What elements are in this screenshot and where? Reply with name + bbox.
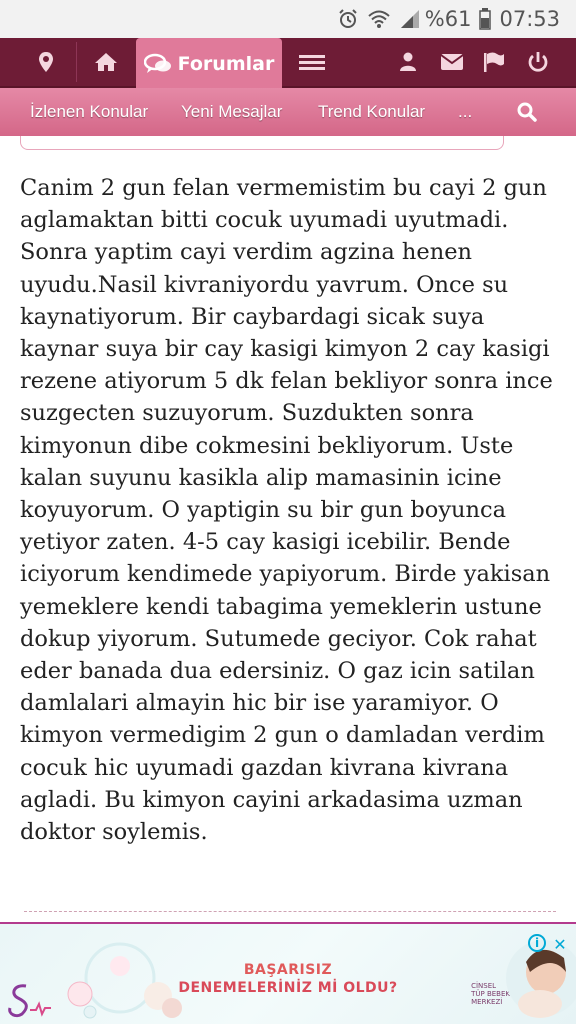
alarm-icon: [337, 8, 359, 30]
ad-close-icon[interactable]: ✕: [553, 934, 567, 954]
power-icon[interactable]: [520, 38, 556, 86]
post-body: Canim 2 gun felan vermemistim bu cayi 2 gun aglamaktan bitti cocuk uyumadi uyutmadi. Sonra yaptim cayi verdim agzina henen uyudu.Nasil kivraniyordu yavrum. Once su kaynatiyorum. Bir caybardagi sicak suya kaynar suya bir cay kasigi kimyon 2 cay kasigi rezene atiyorum 5 dk felan bekliyor sonra ince suzgecten suzuyorum. Suzdukten sonra kimyonun dibe cokmesini bekliyorum. Uste kalan suyunu kasikla alip mamasinin icine koyuyorum. O yaptigin su bir gun boyunca yetiyor zaten. 4-5 cay kasigi icebilir. Bende iciyorum kendimede yapiyorum. Birde yakisan yemeklere kendi tabagima yemeklerin ustune dokup yiyorum. Sutumede geciyor. Cok rahat eder banada dua edersiniz. O gaz icin satilan damlalari almayin hic bir ise yaramiyor. O kimyon vermedigim 2 gun o damladan verdim cocuk hic uyumadi gazdan kivrana kivrana agladi. Bu kimyon cayini arkadasima uzman doktor soylemis.: [20, 175, 553, 846]
signal-icon: [399, 9, 421, 29]
sub-nav: [0, 88, 576, 136]
top-nav: [0, 38, 576, 88]
mail-icon[interactable]: [434, 38, 470, 86]
wifi-icon: [367, 9, 391, 29]
flag-icon[interactable]: [476, 38, 512, 86]
subnav-yeni-mesajlar[interactable]: Yeni Mesajlar: [181, 102, 283, 121]
home-icon[interactable]: [88, 38, 124, 86]
ad-graphic-bubbles: [60, 932, 210, 1024]
ad-banner[interactable]: [0, 922, 576, 1024]
subnav-izlenen-konular[interactable]: İzlenen Konular: [30, 102, 149, 121]
battery-percent: %61: [424, 7, 472, 31]
tab-forumlar[interactable]: [136, 38, 282, 90]
location-icon[interactable]: [28, 38, 64, 86]
subnav-more[interactable]: ...: [458, 102, 473, 121]
nav-divider: [76, 42, 77, 82]
ad-controls: [528, 934, 570, 954]
user-icon[interactable]: [390, 38, 426, 86]
search-icon[interactable]: [516, 101, 538, 127]
menu-icon[interactable]: [294, 38, 330, 86]
tab-forumlar-label: Forumlar: [177, 53, 275, 75]
ad-info-icon[interactable]: i: [528, 934, 546, 952]
battery-icon: [479, 8, 491, 30]
previous-card-edge: [20, 136, 504, 150]
post-divider: [24, 911, 556, 912]
ad-subheadline: DENEMELERİNİZ Mİ OLDU?: [178, 980, 398, 996]
ad-small-text: CİNSEL TÜP BEBEK MERKEZİ: [471, 982, 510, 1006]
chat-bubbles-icon: [144, 53, 172, 75]
subnav-trend-konular[interactable]: Trend Konular: [318, 102, 426, 121]
ad-headline: BAŞARISIZ: [243, 962, 333, 978]
status-bar: [0, 0, 576, 38]
clock: 07:53: [499, 7, 560, 31]
